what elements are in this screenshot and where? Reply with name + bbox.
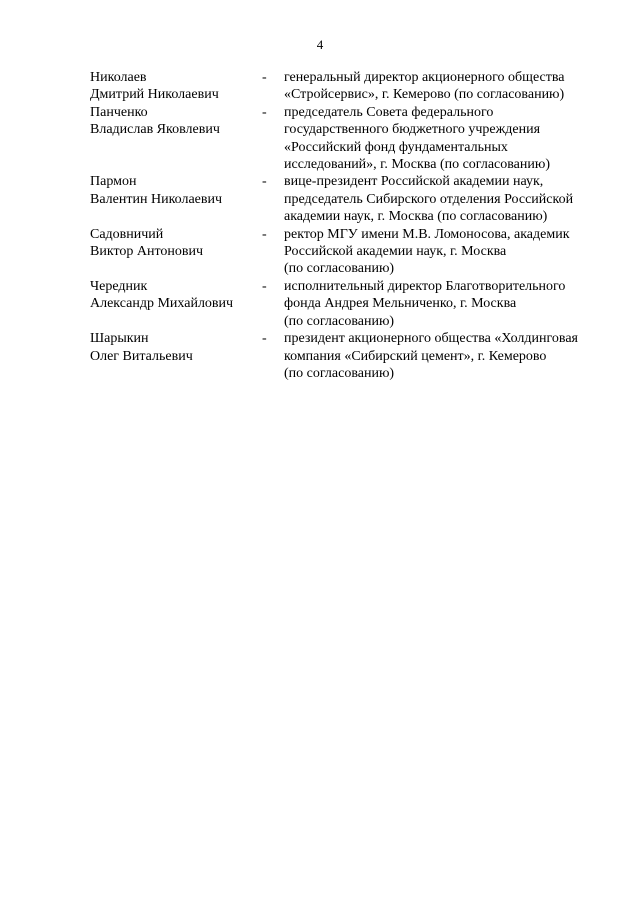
member-name (90, 104, 262, 139)
position-line: председатель Совета федерального (284, 104, 494, 120)
member-dash: - (262, 104, 267, 120)
member-dash: - (262, 278, 267, 294)
member-name (90, 226, 262, 261)
position-line: государственного бюджетного учреждения (284, 122, 541, 138)
position-line: президент акционерного общества «Холдинговая (284, 331, 578, 347)
member-surname: Николаев (90, 70, 147, 85)
position-line: Российской академии наук, г. Москва (284, 244, 507, 260)
member-surname: Панченко (90, 104, 148, 120)
member-position (284, 226, 610, 278)
position-line: исполнительный директор Благотворительного (284, 278, 566, 294)
member-given-names: Дмитрий Николаевич (90, 87, 219, 103)
member-entry (90, 226, 610, 278)
members-list (90, 69, 610, 382)
member-name (90, 69, 262, 104)
member-dash: - (262, 70, 267, 85)
member-surname: Пармон (90, 174, 137, 190)
position-line: «Стройсервис», г. Кемерово (по согласованию) (284, 87, 565, 103)
position-line: компания «Сибирский цемент», г. Кемерово (284, 348, 547, 364)
member-name (90, 173, 262, 208)
page-number: 4 (316, 37, 324, 52)
member-position (284, 330, 610, 382)
position-line: генеральный директор акционерного общества (284, 70, 565, 85)
member-dash: - (262, 331, 267, 347)
member-entry (90, 278, 610, 330)
position-line: председатель Сибирского отделения Российской (284, 191, 574, 207)
member-position (284, 69, 610, 104)
member-given-names: Олег Витальевич (90, 348, 193, 364)
member-position (284, 173, 610, 225)
member-given-names: Александр Михайлович (90, 296, 234, 312)
position-line: исследований», г. Москва (по согласованию) (284, 157, 550, 173)
position-line: «Российский фонд фундаментальных (284, 139, 508, 155)
member-given-names: Виктор Антонович (90, 244, 204, 260)
member-surname: Садовничий (90, 226, 164, 242)
position-line: (по согласованию) (284, 261, 395, 277)
position-line: (по согласованию) (284, 365, 395, 381)
member-given-names: Валентин Николаевич (90, 191, 223, 207)
member-surname: Шарыкин (90, 331, 149, 347)
member-given-names: Владислав Яковлевич (90, 122, 220, 138)
position-line: (по согласованию) (284, 313, 395, 329)
position-line: академии наук, г. Москва (по согласованию) (284, 209, 548, 225)
member-name (90, 278, 262, 313)
member-entry (90, 330, 610, 382)
member-surname: Чередник (90, 278, 148, 294)
member-dash: - (262, 226, 267, 242)
position-line: вице-президент Российской академии наук, (284, 174, 544, 190)
position-line: фонда Андрея Мельниченко, г. Москва (284, 296, 517, 312)
member-name (90, 330, 262, 365)
member-position (284, 278, 610, 330)
member-entry (90, 104, 610, 174)
member-position (284, 104, 610, 174)
member-entry (90, 173, 610, 225)
position-line: ректор МГУ имени М.В. Ломоносова, академик (284, 226, 570, 242)
member-entry (90, 69, 610, 104)
member-dash: - (262, 174, 267, 190)
